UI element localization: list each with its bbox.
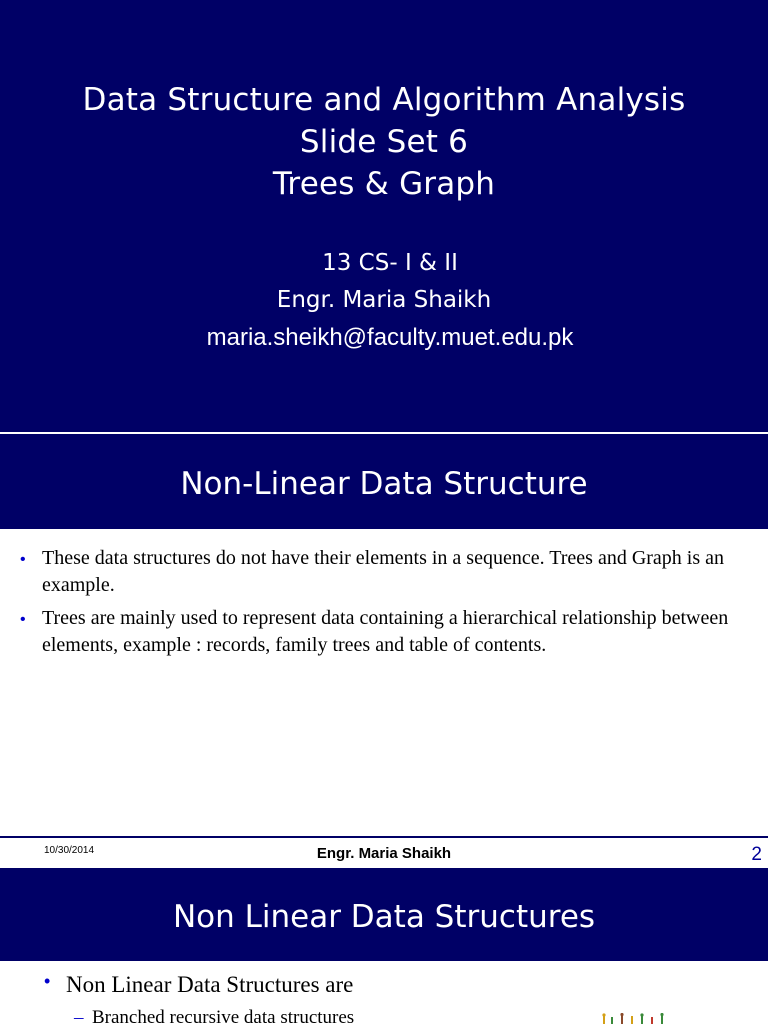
- sub-bullet-dash: –: [74, 1007, 84, 1024]
- footer-date: 10/30/2014: [44, 845, 95, 856]
- bullet-icon: •: [20, 551, 26, 568]
- slide-title-line-1: Data Structure and Algorithm Analysis: [82, 82, 686, 118]
- footer-author: Engr. Maria Shaikh: [316, 845, 452, 862]
- slide-2-title: Non-Linear Data Structure: [180, 466, 588, 502]
- page-number: 2: [751, 844, 762, 865]
- bullet-text: These data structures do not have their elements in a sequence. Trees and Graph is an example.: [42, 547, 725, 596]
- author-name: Engr. Maria Shaikh: [276, 287, 492, 313]
- class-label: 13 CS- I & II: [322, 250, 458, 276]
- bullet-icon: •: [20, 611, 26, 628]
- tree-diagram-icon: [598, 1013, 670, 1024]
- footer-rule: [0, 836, 768, 838]
- slide-2-body: [0, 529, 768, 835]
- slide-title-line-2: Slide Set 6: [299, 124, 469, 160]
- slide-title-line-3: Trees & Graph: [272, 166, 496, 202]
- sub-bullet-text: Branched recursive data structures: [92, 1007, 355, 1024]
- slide-3-title: Non Linear Data Structures: [172, 899, 596, 935]
- bullet-icon: •: [44, 971, 51, 991]
- author-email: maria.sheikh@faculty.muet.edu.pk: [206, 324, 574, 351]
- title-slide: [0, 0, 768, 432]
- slide-3-header: [0, 868, 768, 961]
- slide-2-header: [0, 434, 768, 529]
- bullet-text: Non Linear Data Structures are: [66, 972, 354, 997]
- bullet-text: Trees are mainly used to represent data containing a hierarchical relationship between elements, example : records, family trees and table of contents.: [42, 607, 729, 656]
